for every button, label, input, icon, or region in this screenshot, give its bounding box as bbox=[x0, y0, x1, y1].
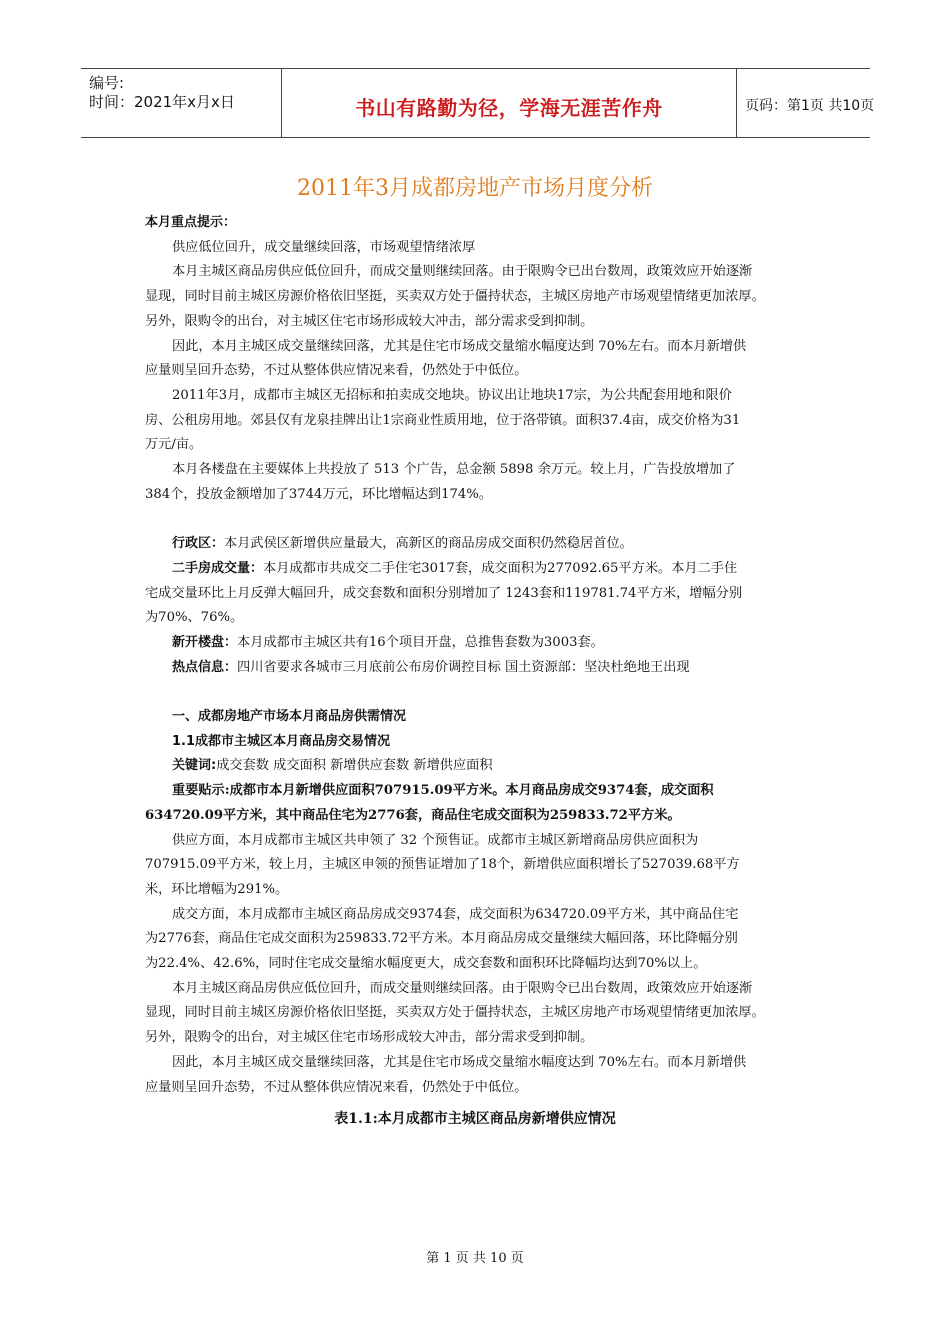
header-right-cell bbox=[736, 69, 875, 137]
motto-text: 书山有路勤为径，学海无涯苦作舟 bbox=[355, 96, 663, 120]
line-lead: 新开楼盘： bbox=[172, 634, 238, 650]
header-center-cell bbox=[281, 69, 737, 137]
line-rest: 本月成都市主城区共有16个项目开盘，总推售套数为3003套。 bbox=[237, 634, 604, 650]
table-caption: 表1.1:本月成都市主城区商品房新增供应情况 bbox=[334, 1111, 616, 1127]
line-rest: 本月成都市共成交二手住宅3017套，成交面积为277092.65平方米。本月二手住 bbox=[263, 560, 738, 576]
text-line: 707915.09平方米，较上月，主城区申领的预售证增加了18个，新增供应面积增长了527039.68平方 bbox=[145, 857, 740, 873]
line-rest: 四川省要求各城市三月底前公布房价调控目标 国土资源部：坚决杜绝地王出现 bbox=[237, 659, 690, 675]
line-rest: 本月武侯区新增供应量最大，高新区的商品房成交面积仍然稳居首位。 bbox=[224, 536, 633, 552]
text-line: 房、公租房用地。郊县仅有龙泉挂牌出让1宗商业性质用地，位于洛带镇。面积37.4亩，成交价格为31 bbox=[145, 412, 741, 428]
line-lead: 行政区： bbox=[172, 536, 225, 552]
text-line bbox=[172, 633, 604, 653]
number-label: 编号: bbox=[89, 74, 125, 92]
page-footer: 第 1 页 共 10 页 bbox=[426, 1251, 524, 1266]
text-line: 为2776套，商品住宅成交面积为259833.72平方米。本月商品房成交量继续大幅回落，环比降幅分别 bbox=[145, 931, 738, 947]
text-line: 应量则呈回升态势，不过从整体供应情况来看，仍然处于中低位。 bbox=[145, 1079, 528, 1095]
text-line bbox=[172, 658, 690, 678]
text-line: 宅成交量环比上月反弹大幅回升，成交套数和面积分别增加了 1243套和119781.74平方米，增幅分别 bbox=[145, 585, 743, 601]
text-line: 为70%、76%。 bbox=[145, 610, 244, 626]
text-line: 米，环比增幅为291%。 bbox=[145, 881, 289, 897]
text-line: 本月各楼盘在主要媒体上共投放了 513 个广告，总金额 5898 余万元。较上月，广告投放增加了 bbox=[172, 462, 736, 477]
line-lead: 热点信息： bbox=[172, 659, 238, 675]
text-line: 供应方面，本月成都市主城区共申领了 32 个预售证。成都市主城区新增商品房供应面积为 bbox=[172, 832, 699, 848]
text-line: 另外，限购令的出台，对主城区住宅市场形成较大冲击，部分需求受到抑制。 bbox=[145, 313, 594, 329]
text-line: 因此，本月主城区成交量继续回落，尤其是住宅市场成交量缩水幅度达到 70%左右。而本月新增供 bbox=[172, 338, 747, 354]
text-line: 应量则呈回升态势，不过从整体供应情况来看，仍然处于中低位。 bbox=[145, 363, 528, 379]
text-line: 2011年3月，成都市主城区无招标和拍卖成交地块。协议出让地块17宗，为公共配套用地和限价 bbox=[172, 387, 732, 403]
time-label: 时间：2021年x月x日 bbox=[89, 93, 235, 111]
text-line: 供应低位回升，成交量继续回落，市场观望情绪浓厚 bbox=[172, 239, 476, 255]
text-line: 为22.4%、42.6%，同时住宅成交量缩水幅度更大，成交套数和面积环比降幅均达到70%以上。 bbox=[145, 956, 707, 971]
text-line: 因此，本月主城区成交量继续回落，尤其是住宅市场成交量缩水幅度达到 70%左右。而本月新增供 bbox=[172, 1054, 747, 1070]
text-line: 634720.09平方米，其中商品住宅为2776套，商品住宅成交面积为259833.72平方米。 bbox=[145, 807, 681, 823]
header-left-cell bbox=[81, 69, 281, 137]
text-line: 重要贴示:成都市本月新增供应面积707915.09平方米。本月商品房成交9374套，成交面积 bbox=[172, 783, 714, 799]
line-lead: 二手房成交量： bbox=[172, 560, 264, 576]
line-rest: 成交套数 成交面积 新增供应套数 新增供应面积 bbox=[216, 758, 493, 774]
text-line: 另外，限购令的出台，对主城区住宅市场形成较大冲击，部分需求受到抑制。 bbox=[145, 1030, 594, 1046]
text-line bbox=[172, 756, 493, 776]
page-info: 页码：第1页 共10页 bbox=[745, 98, 875, 114]
line-lead: 关键词: bbox=[172, 758, 217, 774]
text-line: 1.1成都市主城区本月商品房交易情况 bbox=[172, 733, 391, 749]
text-line: 显现，同时目前主城区房源价格依旧坚挺，买卖双方处于僵持状态，主城区房地产市场观望情绪更加浓厚。 bbox=[145, 289, 765, 305]
text-line: 384个，投放金额增加了3744万元，环比增幅达到174%。 bbox=[145, 486, 492, 502]
text-line: 本月主城区商品房供应低位回升，而成交量则继续回落。由于限购令已出台数周，政策效应开始逐渐 bbox=[172, 980, 753, 996]
header-table bbox=[81, 68, 875, 138]
text-line: 一、成都房地产市场本月商品房供需情况 bbox=[172, 709, 407, 724]
text-line: 本月主城区商品房供应低位回升，而成交量则继续回落。由于限购令已出台数周，政策效应开始逐渐 bbox=[172, 264, 753, 280]
document-title: 2011年3月成都房地产市场月度分析 bbox=[297, 176, 653, 201]
text-line: 本月重点提示： bbox=[145, 215, 237, 230]
text-line: 万元/亩。 bbox=[145, 437, 203, 453]
text-line bbox=[172, 534, 633, 554]
text-line: 成交方面，本月成都市主城区商品房成交9374套，成交面积为634720.09平方米，其中商品住宅 bbox=[172, 906, 739, 922]
text-line: 显现，同时目前主城区房源价格依旧坚挺，买卖双方处于僵持状态，主城区房地产市场观望情绪更加浓厚。 bbox=[145, 1005, 765, 1021]
text-line bbox=[172, 559, 737, 579]
